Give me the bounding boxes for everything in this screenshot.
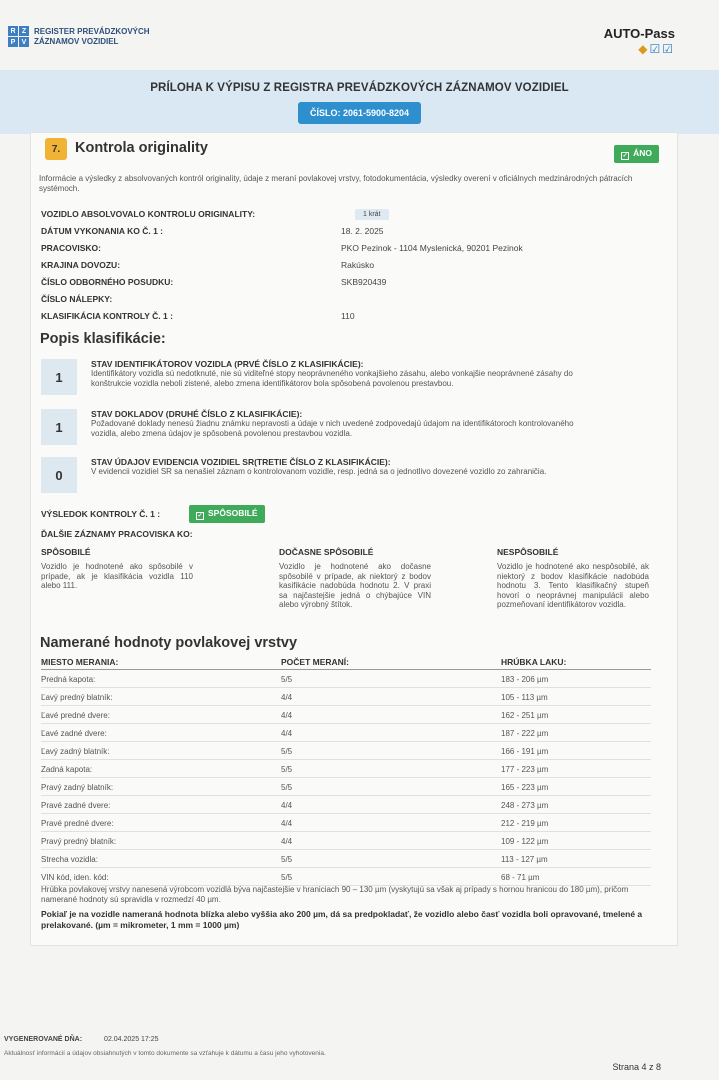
thickness-note: Hrúbka povlakovej vrstvy nanesená výrobcom vozidlá býva najčastejšie v hraniciach 90 – 130 µm (vyskytujú sa však aj prípady s hornou hranicou do 180 µm), pričom namerané hodnoty sú spravidla v rozmedzí 40 µm. [41, 885, 629, 904]
thickness-cell: 177 - 223 µm [501, 760, 651, 778]
thickness-cell: 109 - 122 µm [501, 832, 651, 850]
result-badge [189, 505, 265, 523]
logo-letter: Z [19, 26, 29, 36]
thickness-cell: 105 - 113 µm [501, 688, 651, 706]
table-header-row [41, 657, 651, 670]
thickness-cell: 162 - 251 µm [501, 706, 651, 724]
detail-value: Rakúsko [341, 260, 375, 270]
classification-digit: 1 [41, 359, 77, 395]
thickness-cell: 68 - 71 µm [501, 868, 651, 886]
table-row [41, 688, 651, 706]
thickness-cell: 113 - 127 µm [501, 850, 651, 868]
logo-text [34, 27, 150, 47]
thickness-cell: 165 - 223 µm [501, 778, 651, 796]
category-column [497, 547, 649, 610]
location-cell: Pravé zadné dvere: [41, 796, 281, 814]
autopass-logo [604, 26, 675, 56]
category-desc: Vozidlo je hodnotené ako nespôsobilé, ak niektorý z bodov klasifikácie nadobúda hodnotu 3. Tento klasifikačný stupeň hovorí o neoprávnej manipulácii alebo pozmeňovaní identifikátorov vozidla. [497, 562, 649, 609]
column-header: MIESTO MERANIA: [41, 657, 281, 670]
location-cell: Zadná kapota: [41, 760, 281, 778]
count-cell: 4/4 [281, 706, 501, 724]
check-icon: ✓ [622, 153, 628, 159]
count-cell: 5/5 [281, 850, 501, 868]
section-card [30, 132, 678, 946]
detail-label: DÁTUM VYKONANIA KO Č. 1 : [41, 226, 163, 236]
detail-label: VOZIDLO ABSOLVOVALO KONTROLU ORIGINALITY: [41, 209, 256, 219]
classification-desc: Požadované doklady nenesú žiadnu známku nepravosti a údaje v nich uvedené zodpovedajú údajom na identifikátoroch kontrolovaného vozidla, alebo zmena údajov je spôsobená povolenou prestavbou vozidla. [91, 419, 574, 438]
repair-warning-note: Pokiaľ je na vozidle nameraná hodnota blízka alebo vyššia ako 200 µm, dá sa predpokladať, že vozidlo alebo časť vozidla boli opravované, tmelené a prelakované. (µm = mikrometer, 1 mm = 1000 µm) [41, 909, 643, 930]
classification-digit: 1 [41, 409, 77, 445]
detail-value: 110 [341, 311, 355, 321]
detail-value: 1 krát [355, 209, 389, 220]
column-header: HRÚBKA LAKU: [501, 657, 651, 670]
location-cell: Ľavý zadný blatník: [41, 742, 281, 760]
count-cell: 4/4 [281, 688, 501, 706]
location-cell: Pravý zadný blatník: [41, 778, 281, 796]
location-cell: Ľavý predný blatník: [41, 688, 281, 706]
measurements-title: Namerané hodnoty povlakovej vrstvy [40, 635, 298, 651]
count-cell: 4/4 [281, 724, 501, 742]
result-text: SPÔSOBILÉ [208, 508, 258, 518]
column-header: POČET MERANÍ: [281, 657, 501, 670]
detail-label: KRAJINA DOVOZU: [41, 260, 121, 270]
logo-letter: R [8, 26, 18, 36]
thickness-cell: 212 - 219 µm [501, 814, 651, 832]
section-title: Kontrola originality [75, 140, 208, 156]
detail-value: SKB920439 [341, 277, 387, 287]
classification-title: STAV ÚDAJOV EVIDENCIA VOZIDIEL SR(TRETIE ČÍSLO Z KLASIFIKÁCIE): [91, 457, 391, 467]
section-intro: Informácie a výsledky z absolvovaných kontról originality, údaje z meraní povlakovej vrstvy, fotodokumentácia, výsledky overení v oficiálnych medzinárodných pátracích systémoch. [39, 174, 633, 193]
thickness-cell: 183 - 206 µm [501, 670, 651, 688]
detail-value: PKO Pezinok - 1104 Myslenická, 90201 Pezinok [341, 243, 523, 253]
detail-label: ČÍSLO ODBORNÉHO POSUDKU: [41, 277, 174, 287]
table-row [41, 742, 651, 760]
banner-title: PRÍLOHA K VÝPISU Z REGISTRA PREVÁDZKOVÝCH ZÁZNAMOV VOZIDIEL [150, 82, 569, 94]
location-cell: Strecha vozidla: [41, 850, 281, 868]
rpzv-logo [8, 26, 150, 47]
check-icon: ✓ [197, 513, 203, 519]
table-row [41, 850, 651, 868]
category-column [41, 547, 193, 591]
table-row [41, 796, 651, 814]
page-number: Strana 4 z 8 [612, 1062, 661, 1072]
classification-digit: 0 [41, 457, 77, 493]
thickness-cell: 187 - 222 µm [501, 724, 651, 742]
category-title: DOČASNE SPÔSOBILÉ [279, 547, 374, 557]
table-row [41, 724, 651, 742]
classification-desc: Identifikátory vozidla sú nedotknuté, nie sú viditeľné stopy neoprávneného vonkajšieho zásahu, alebo vonkajšie neoprávnené zásahy do konštrukcie vozidla neboli zistené, alebo zmena identifikátorov bola spôsobená povolenou prestavbou. [91, 369, 573, 388]
location-cell: Ľavé predné dvere: [41, 706, 281, 724]
autopass-name: AUTO-Pass [603, 26, 675, 41]
count-cell: 4/4 [281, 832, 501, 850]
popis-title: Popis klasifikácie: [40, 331, 166, 347]
category-column [279, 547, 431, 610]
table-row [41, 706, 651, 724]
generated-info [4, 1036, 159, 1043]
location-cell: Pravé predné dvere: [41, 814, 281, 832]
table-row [41, 760, 651, 778]
count-cell: 4/4 [281, 796, 501, 814]
logo-letter: V [19, 37, 29, 47]
classification-title: STAV DOKLADOV (DRUHÉ ČÍSLO Z KLASIFIKÁCIE): [91, 409, 303, 419]
location-cell: Ľavé zadné dvere: [41, 724, 281, 742]
document-banner [0, 70, 719, 134]
result-label: VÝSLEDOK KONTROLY Č. 1 : [41, 509, 161, 519]
generated-value: 02.04.2025 17:25 [104, 1036, 159, 1043]
classification-title: STAV IDENTIFIKÁTOROV VOZIDLA (PRVÉ ČÍSLO Z KLASIFIKÁCIE): [91, 359, 364, 369]
logo-line-2: ZÁZNAMOV VOZIDIEL [34, 36, 119, 46]
category-desc: Vozidlo je hodnotené ako spôsobilé v prípade, ak je klasifikácia vozidla 110 alebo 111. [41, 562, 193, 590]
category-title: NESPÔSOBILÉ [497, 547, 559, 557]
count-cell: 4/4 [281, 814, 501, 832]
count-cell: 5/5 [281, 742, 501, 760]
location-cell: VIN kód, iden. kód: [41, 868, 281, 886]
measurements-table [41, 657, 651, 886]
category-title: SPÔSOBILÉ [41, 547, 91, 557]
logo-line-1: REGISTER PREVÁDZKOVÝCH [34, 26, 150, 36]
further-records-label: ĎALŠIE ZÁZNAMY PRACOVISKA KO: [41, 529, 193, 539]
table-row [41, 868, 651, 886]
location-cell: Predná kapota: [41, 670, 281, 688]
count-cell: 5/5 [281, 670, 501, 688]
table-row [41, 670, 651, 688]
detail-label: ČÍSLO NÁLEPKY: [41, 294, 113, 304]
generated-label: VYGENEROVANÉ DŇA: [4, 1036, 83, 1043]
thickness-cell: 248 - 273 µm [501, 796, 651, 814]
autopass-car-check-icon: ◆☑☑ [638, 42, 675, 56]
detail-value: 18. 2. 2025 [341, 226, 384, 236]
table-row [41, 832, 651, 850]
detail-label: PRACOVISKO: [41, 243, 101, 253]
location-cell: Pravý predný blatník: [41, 832, 281, 850]
footer-note: Aktuálnosť informácií a údajov obsiahnutých v tomto dokumente sa vzťahuje k dátumu a času jeho vyhotovenia. [4, 1050, 326, 1057]
table-row [41, 814, 651, 832]
category-desc: Vozidlo je hodnotené ako dočasne spôsobilé v prípade, ak niektorý z bodov kasifikácie nadobúda hodnotu 2. V praxi sa najčastejšie jedná o chýbajúce VIN alebo výrobný štítok. [279, 562, 431, 609]
count-cell: 5/5 [281, 760, 501, 778]
count-cell: 5/5 [281, 778, 501, 796]
detail-label: KLASIFIKÁCIA KONTROLY Č. 1 : [41, 311, 173, 321]
logo-grid-icon [8, 26, 29, 47]
thickness-cell: 166 - 191 µm [501, 742, 651, 760]
status-badge [614, 145, 659, 163]
table-row [41, 778, 651, 796]
count-cell: 5/5 [281, 868, 501, 886]
document-number: ČÍSLO: 2061-5900-8204 [298, 102, 421, 124]
logo-letter: P [8, 37, 18, 47]
classification-desc: V evidencii vozidiel SR sa nenašiel záznam o kontrolovanom vozidle, resp. jedná sa o jednotlivo dovezené vozidlo zo zahraničia. [91, 467, 547, 476]
section-number-badge: 7. [45, 138, 67, 160]
status-text: ÁNO [633, 148, 652, 158]
